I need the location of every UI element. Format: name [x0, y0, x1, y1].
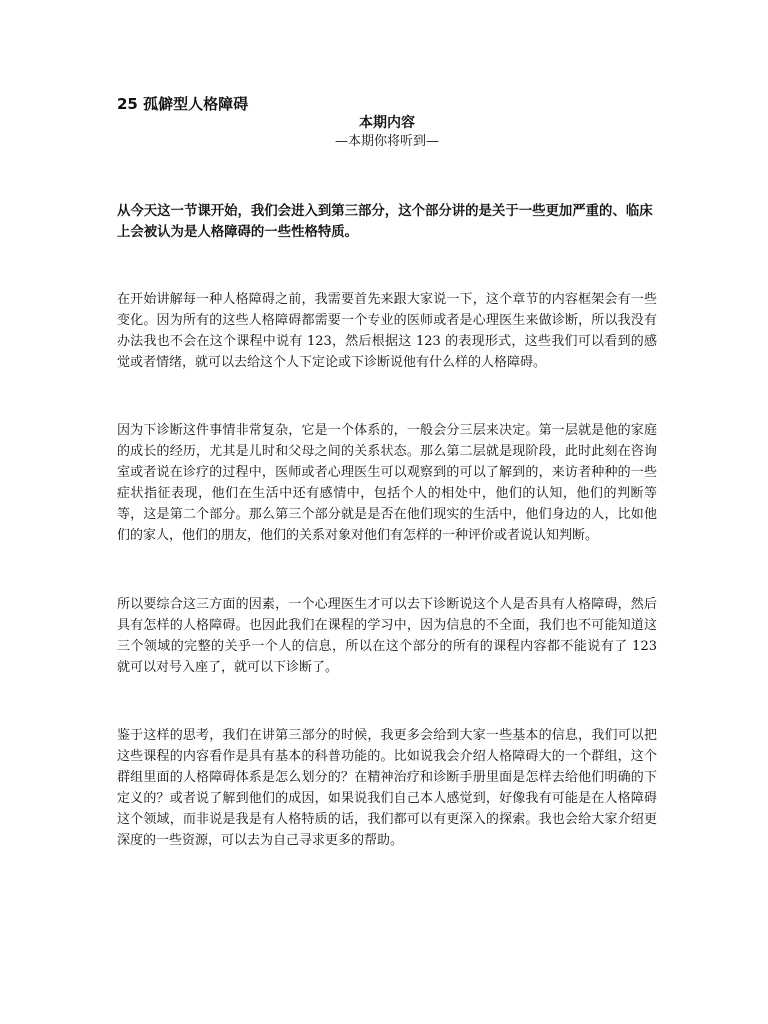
body-paragraph-2: 因为下诊断这件事情非常复杂，它是一个体系的，一般会分三层来决定。第一层就是他的家庭的成长的经历，尤其是儿时和父母之间的关系状态。那么第二层就是现阶段，此时此刻在咨询室或者说在诊疗的过程中，医师或者心理医生可以观察到的可以了解到的，来访者种种的一些症状指征表现，他们在生活中还有感情中，包括个人的相处中，他们的认知，他们的判断等等，这是第二个部分。那么第三个部分就是是否在他们现实的生活中，他们身边的人，比如他们的家人，他们的朋友，他们的关系对象对他们有怎样的一种评价或者说认知判断。 — [117, 423, 657, 543]
body-paragraph-3: 所以要综合这三方面的因素，一个心理医生才可以去下诊断说这个人是否具有人格障碍，然后具有怎样的人格障碍。也因此我们在课程的学习中，因为信息的不全面，我们也不可能知道这三个领域的完整的关乎一个人的信息，所以在这个部分的所有的课程内容都不能说有了 123 就可以对号入座了，就可以下诊断了。 — [117, 597, 657, 675]
section-heading: 本期内容 — [359, 115, 415, 131]
lead-paragraph: 从今天这一节课开始，我们会进入到第三部分，这个部分讲的是关于一些更加严重的、临床上会被认为是人格障碍的一些性格特质。 — [117, 204, 653, 240]
body-paragraph-1: 在开始讲解每一种人格障碍之前，我需要首先来跟大家说一下，这个章节的内容框架会有一些变化。因为所有的这些人格障碍都需要一个专业的医师或者是心理医生来做诊断，所以我没有办法我也不会在这个课程中说有 123，然后根据这 123 的表现形式，这些我们可以看到的感觉或者情绪，就可以去给这个人下定论或下诊断说他有什么样的人格障碍。 — [117, 292, 657, 370]
body-paragraph-4: 鉴于这样的思考，我们在讲第三部分的时候，我更多会给到大家一些基本的信息，我们可以把这些课程的内容看作是具有基本的科普功能的。比如说我会介绍人格障碍大的一个群组，这个群组里面的人格障碍体系是怎么划分的？在精神治疗和诊断手册里面是怎样去给他们明确的下定义的？或者说了解到他们的成因，如果说我们自己本人感觉到，好像我有可能是在人格障碍这个领域，而非说是我是有人格特质的话，我们都可以有更深入的探索。我也会给大家介绍更深度的一些资源，可以去为自己寻求更多的帮助。 — [117, 728, 657, 848]
document-page — [117, 94, 657, 851]
document-title: 25 孤僻型人格障碍 — [117, 95, 249, 113]
section-subheading: —本期你将听到— — [334, 134, 439, 149]
